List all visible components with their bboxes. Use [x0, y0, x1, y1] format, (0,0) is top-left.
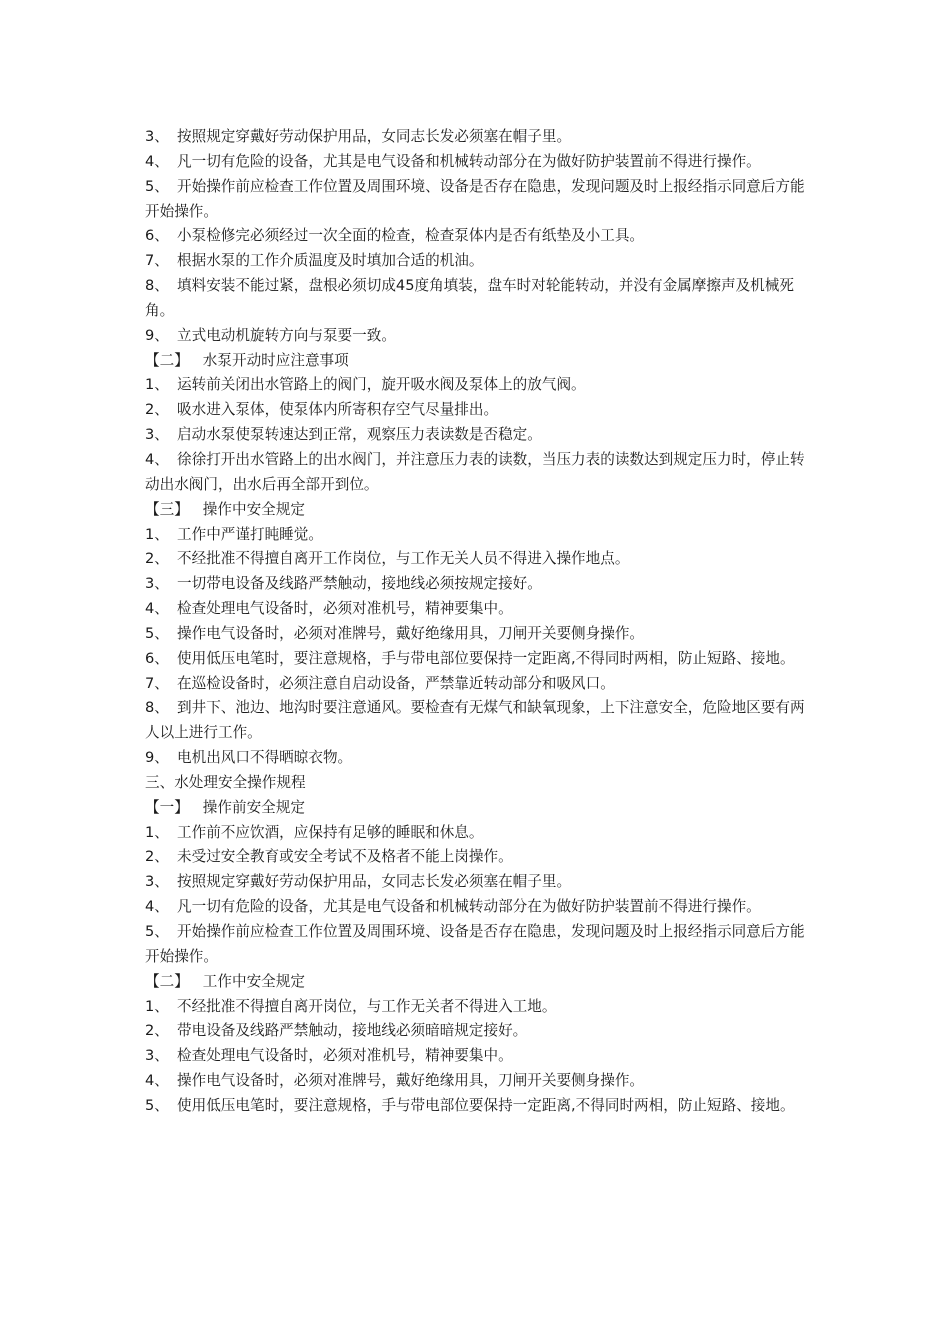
- item-number: 7、: [145, 252, 169, 270]
- item-number: 3、: [145, 575, 169, 593]
- item-number: 【一】: [145, 798, 189, 816]
- item-text: 使用低压电笔时，要注意规格，手与带电部位要保持一定距离,不得同时两相，防止短路、接地。: [177, 649, 795, 667]
- item-text: 操作中安全规定: [202, 500, 305, 518]
- item-number: 1、: [145, 997, 169, 1015]
- list-item: [145, 175, 807, 225]
- list-item: [145, 125, 807, 150]
- item-number: 1、: [145, 525, 169, 543]
- item-number: 2、: [145, 1022, 169, 1040]
- item-text: 一切带电设备及线路严禁触动，接地线必须按规定接好。: [177, 575, 542, 593]
- item-number: 【二】: [145, 972, 189, 990]
- list-item: [145, 224, 807, 249]
- item-text: 启动水泵使泵转速达到正常，观察压力表读数是否稳定。: [177, 426, 542, 444]
- item-text: 吸水进入泵体，使泵体内所寄积存空气尽量排出。: [177, 401, 499, 419]
- item-number: 【二】: [145, 351, 189, 369]
- list-item: [145, 696, 807, 746]
- item-text: 水泵开动时应注意事项: [202, 351, 349, 369]
- item-text: 工作中安全规定: [202, 972, 305, 990]
- item-text: 使用低压电笔时，要注意规格，手与带电部位要保持一定距离,不得同时两相，防止短路、接地。: [177, 1096, 795, 1114]
- item-text: 填料安装不能过紧，盘根必须切成45度角填装，盘车时对轮能转动，并没有金属摩擦声及机械死角。: [145, 277, 794, 319]
- item-text: 徐徐打开出水管路上的出水阀门，并注意压力表的读数，当压力表的读数达到规定压力时，停止转动出水阀门，出水后再全部开到位。: [145, 450, 805, 493]
- list-item: [145, 597, 807, 622]
- item-text: 在巡检设备时，必须注意自启动设备，严禁靠近转动部分和吸风口。: [177, 674, 615, 692]
- item-text: 操作前安全规定: [202, 798, 305, 816]
- item-number: 6、: [145, 227, 169, 245]
- item-text: 三、水处理安全操作规程: [145, 773, 306, 791]
- list-item: [145, 523, 807, 548]
- item-text: 电机出风口不得晒晾衣物。: [177, 749, 353, 767]
- item-number: 2、: [145, 848, 169, 866]
- item-number: 9、: [145, 326, 169, 344]
- item-text: 立式电动机旋转方向与泵要一致。: [177, 326, 396, 344]
- subsection-heading: [145, 349, 807, 374]
- item-text: 未受过安全教育或安全考试不及格者不能上岗操作。: [177, 848, 513, 866]
- item-number: 2、: [145, 550, 169, 568]
- list-item: [145, 895, 807, 920]
- item-text: 凡一切有危险的设备，尤其是电气设备和机械转动部分在为做好防护装置前不得进行操作。: [177, 152, 761, 170]
- item-number: 5、: [145, 177, 169, 195]
- item-text: 按照规定穿戴好劳动保护用品，女同志长发必须塞在帽子里。: [177, 128, 572, 145]
- list-item: [145, 373, 807, 398]
- item-text: 检查处理电气设备时，必须对准机号，精神要集中。: [177, 600, 513, 618]
- item-text: 小泵检修完必须经过一次全面的检查，检查泵体内是否有纸垫及小工具。: [177, 227, 645, 245]
- item-number: 3、: [145, 873, 169, 891]
- list-item: [145, 746, 807, 771]
- item-text: 到井下、池边、地沟时要注意通风。要检查有无煤气和缺氧现象，上下注意安全，危险地区要有两人以上进行工作。: [145, 699, 805, 742]
- item-text: 按照规定穿戴好劳动保护用品，女同志长发必须塞在帽子里。: [177, 873, 572, 891]
- item-number: 4、: [145, 152, 169, 170]
- item-text: 操作电气设备时，必须对准牌号，戴好绝缘用具，刀闸开关要侧身操作。: [177, 1072, 645, 1090]
- item-text: 操作电气设备时，必须对准牌号，戴好绝缘用具，刀闸开关要侧身操作。: [177, 624, 645, 642]
- item-number: 4、: [145, 898, 169, 916]
- item-number: 3、: [145, 128, 169, 145]
- section-heading: [145, 771, 807, 796]
- item-text: 运转前关闭出水管路上的阀门，旋开吸水阀及泵体上的放气阀。: [177, 376, 586, 394]
- item-number: 7、: [145, 674, 169, 692]
- item-number: 6、: [145, 649, 169, 667]
- list-item: [145, 448, 807, 498]
- list-item: [145, 1069, 807, 1094]
- list-item: [145, 920, 807, 970]
- list-item: [145, 547, 807, 572]
- item-text: 不经批准不得擅自离开岗位，与工作无关者不得进入工地。: [177, 997, 557, 1015]
- item-number: 5、: [145, 1096, 169, 1114]
- list-item: [145, 672, 807, 697]
- subsection-heading: [145, 796, 807, 821]
- item-text: 检查处理电气设备时，必须对准机号，精神要集中。: [177, 1047, 513, 1065]
- item-number: 1、: [145, 376, 169, 394]
- item-text: 开始操作前应检查工作位置及周围环境、设备是否存在隐患，发现问题及时上报经指示同意后方能开始操作。: [145, 177, 805, 220]
- item-text: 根据水泵的工作介质温度及时填加合适的机油。: [177, 252, 484, 270]
- item-number: 4、: [145, 600, 169, 618]
- list-item: [145, 821, 807, 846]
- document-body: [145, 125, 807, 1119]
- item-number: 2、: [145, 401, 169, 419]
- list-item: [145, 324, 807, 349]
- item-number: 8、: [145, 277, 169, 295]
- list-item: [145, 1094, 807, 1119]
- item-number: 5、: [145, 624, 169, 642]
- list-item: [145, 398, 807, 423]
- list-item: [145, 870, 807, 895]
- list-item: [145, 995, 807, 1020]
- list-item: [145, 622, 807, 647]
- item-number: 1、: [145, 823, 169, 841]
- list-item: [145, 1019, 807, 1044]
- item-text: 带电设备及线路严禁触动，接地线必须暗暗规定接好。: [177, 1022, 528, 1040]
- list-item: [145, 249, 807, 274]
- item-number: 3、: [145, 426, 169, 444]
- item-number: 5、: [145, 923, 169, 940]
- subsection-heading: [145, 970, 807, 995]
- subsection-heading: [145, 498, 807, 523]
- item-number: 4、: [145, 1072, 169, 1090]
- item-number: 8、: [145, 699, 169, 717]
- item-number: 3、: [145, 1047, 169, 1065]
- item-text: 不经批准不得擅自离开工作岗位，与工作无关人员不得进入操作地点。: [177, 550, 630, 568]
- list-item: [145, 1044, 807, 1069]
- list-item: [145, 274, 807, 324]
- item-text: 开始操作前应检查工作位置及周围环境、设备是否存在隐患，发现问题及时上报经指示同意后方能开始操作。: [145, 923, 805, 965]
- list-item: [145, 647, 807, 672]
- item-number: 9、: [145, 749, 169, 767]
- item-number: 【三】: [145, 500, 189, 518]
- item-text: 工作中严谨打盹睡觉。: [177, 525, 323, 543]
- item-text: 工作前不应饮酒，应保持有足够的睡眠和休息。: [177, 823, 484, 841]
- item-text: 凡一切有危险的设备，尤其是电气设备和机械转动部分在为做好防护装置前不得进行操作。: [177, 898, 761, 916]
- list-item: [145, 423, 807, 448]
- item-number: 4、: [145, 450, 169, 468]
- list-item: [145, 845, 807, 870]
- list-item: [145, 150, 807, 175]
- list-item: [145, 572, 807, 597]
